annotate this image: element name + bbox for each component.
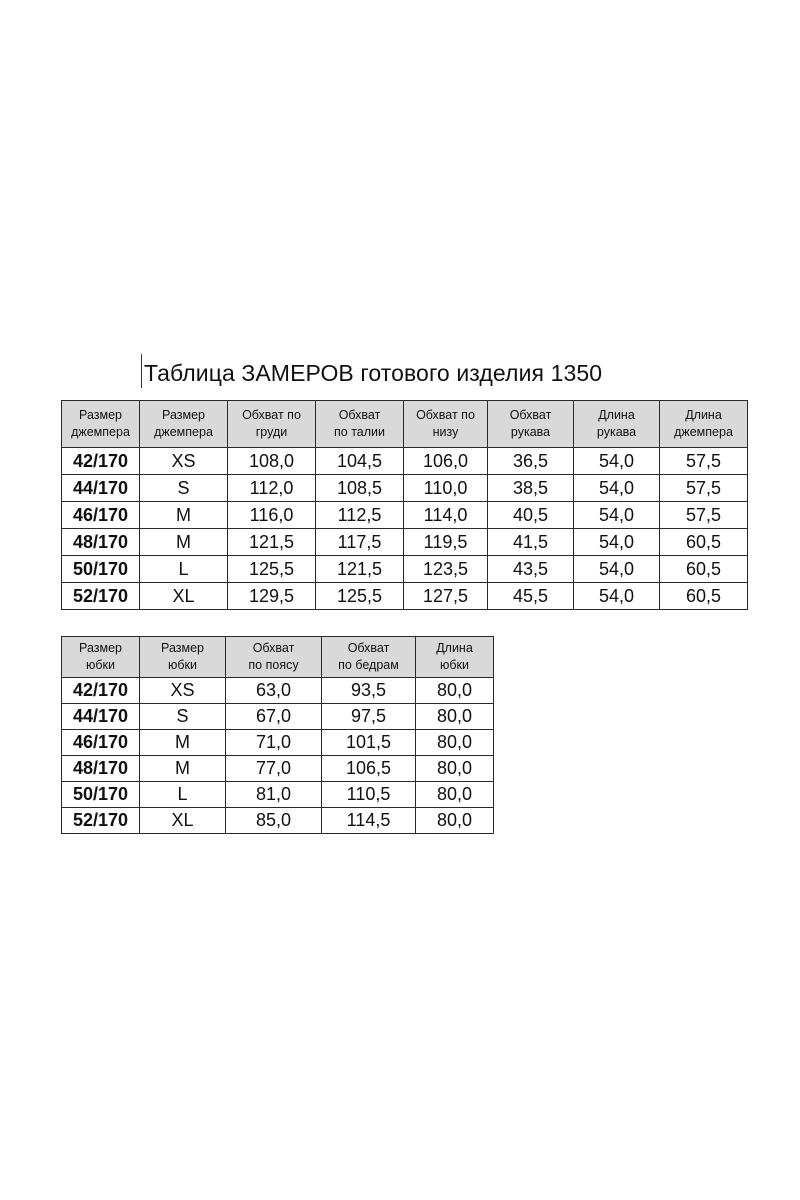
jumper-table-body	[62, 448, 748, 610]
skirt-table-body	[62, 678, 494, 834]
measurement-cell: 54,0	[574, 475, 660, 502]
measurement-cell: 106,5	[322, 756, 416, 782]
size-code-cell: 52/170	[62, 583, 140, 610]
measurement-cell: 80,0	[416, 756, 494, 782]
measurement-cell: 110,5	[322, 782, 416, 808]
measurement-cell: 80,0	[416, 730, 494, 756]
measurement-cell: 108,5	[316, 475, 404, 502]
measurement-cell: 71,0	[226, 730, 322, 756]
jumper-measurements-table	[61, 400, 748, 610]
size-code-cell: 44/170	[62, 704, 140, 730]
size-code-cell: 46/170	[62, 502, 140, 529]
measurement-cell: 93,5	[322, 678, 416, 704]
table-row	[62, 583, 748, 610]
skirt-table-header-row	[62, 637, 494, 678]
size-code-cell: 52/170	[62, 808, 140, 834]
table-row	[62, 678, 494, 704]
size-letter-cell: M	[140, 529, 228, 556]
measurement-cell: 123,5	[404, 556, 488, 583]
size-letter-cell: L	[140, 782, 226, 808]
size-code-cell: 48/170	[62, 529, 140, 556]
measurement-cell: 101,5	[322, 730, 416, 756]
measurement-cell: 41,5	[488, 529, 574, 556]
size-code-cell: 46/170	[62, 730, 140, 756]
measurement-cell: 129,5	[228, 583, 316, 610]
size-letter-cell: XL	[140, 808, 226, 834]
size-letter-cell: M	[140, 756, 226, 782]
measurement-cell: 80,0	[416, 808, 494, 834]
measurement-cell: 43,5	[488, 556, 574, 583]
measurement-cell: 114,5	[322, 808, 416, 834]
measurement-cell: 125,5	[316, 583, 404, 610]
size-letter-cell: S	[140, 475, 228, 502]
size-code-cell: 44/170	[62, 475, 140, 502]
measurement-cell: 116,0	[228, 502, 316, 529]
document-title: Таблица ЗАМЕРОВ готового изделия 1350	[144, 360, 603, 386]
measurement-cell: 81,0	[226, 782, 322, 808]
header-cell: Обхват рукава	[488, 401, 574, 448]
measurement-cell: 127,5	[404, 583, 488, 610]
measurement-cell: 57,5	[660, 448, 748, 475]
size-code-cell: 50/170	[62, 782, 140, 808]
table-row	[62, 556, 748, 583]
header-cell: Длина рукава	[574, 401, 660, 448]
header-cell: Размер джемпера	[62, 401, 140, 448]
measurement-cell: 112,0	[228, 475, 316, 502]
header-cell: Обхват по поясу	[226, 637, 322, 678]
measurement-cell: 60,5	[660, 529, 748, 556]
measurement-cell: 57,5	[660, 475, 748, 502]
size-letter-cell: L	[140, 556, 228, 583]
measurement-cell: 108,0	[228, 448, 316, 475]
size-code-cell: 42/170	[62, 678, 140, 704]
measurement-cell: 60,5	[660, 583, 748, 610]
table-row	[62, 730, 494, 756]
measurement-cell: 54,0	[574, 502, 660, 529]
measurement-cell: 80,0	[416, 704, 494, 730]
measurement-cell: 119,5	[404, 529, 488, 556]
size-letter-cell: M	[140, 502, 228, 529]
measurement-cell: 54,0	[574, 529, 660, 556]
measurement-cell: 80,0	[416, 678, 494, 704]
measurement-cell: 114,0	[404, 502, 488, 529]
measurement-cell: 63,0	[226, 678, 322, 704]
measurement-cell: 57,5	[660, 502, 748, 529]
measurement-cell: 40,5	[488, 502, 574, 529]
size-letter-cell: XS	[140, 678, 226, 704]
header-cell: Размер юбки	[62, 637, 140, 678]
table-row	[62, 782, 494, 808]
measurement-cell: 36,5	[488, 448, 574, 475]
size-letter-cell: XL	[140, 583, 228, 610]
measurement-cell: 67,0	[226, 704, 322, 730]
table-row	[62, 529, 748, 556]
measurement-cell: 77,0	[226, 756, 322, 782]
measurement-cell: 54,0	[574, 448, 660, 475]
measurement-cell: 54,0	[574, 583, 660, 610]
measurement-cell: 38,5	[488, 475, 574, 502]
skirt-measurements-table	[61, 636, 494, 834]
measurement-cell: 125,5	[228, 556, 316, 583]
jumper-table-header-row	[62, 401, 748, 448]
header-cell: Размер джемпера	[140, 401, 228, 448]
measurement-cell: 106,0	[404, 448, 488, 475]
size-letter-cell: XS	[140, 448, 228, 475]
table-row	[62, 808, 494, 834]
measurement-cell: 117,5	[316, 529, 404, 556]
measurement-cell: 54,0	[574, 556, 660, 583]
measurement-cell: 97,5	[322, 704, 416, 730]
measurement-cell: 60,5	[660, 556, 748, 583]
measurement-cell: 80,0	[416, 782, 494, 808]
size-code-cell: 48/170	[62, 756, 140, 782]
table-row	[62, 475, 748, 502]
table-row	[62, 756, 494, 782]
table-row	[62, 448, 748, 475]
measurement-cell: 45,5	[488, 583, 574, 610]
table-row	[62, 704, 494, 730]
measurement-cell: 104,5	[316, 448, 404, 475]
header-cell: Размер юбки	[140, 637, 226, 678]
size-letter-cell: S	[140, 704, 226, 730]
size-code-cell: 42/170	[62, 448, 140, 475]
header-cell: Длина джемпера	[660, 401, 748, 448]
measurement-cell: 110,0	[404, 475, 488, 502]
table-row	[62, 502, 748, 529]
header-cell: Обхват по талии	[316, 401, 404, 448]
measurement-cell: 121,5	[316, 556, 404, 583]
size-letter-cell: M	[140, 730, 226, 756]
header-cell: Длина юбки	[416, 637, 494, 678]
measurement-cell: 121,5	[228, 529, 316, 556]
size-code-cell: 50/170	[62, 556, 140, 583]
measurement-cell: 85,0	[226, 808, 322, 834]
header-cell: Обхват по бедрам	[322, 637, 416, 678]
header-cell: Обхват по груди	[228, 401, 316, 448]
header-cell: Обхват по низу	[404, 401, 488, 448]
text-cursor	[141, 354, 142, 388]
measurement-cell: 112,5	[316, 502, 404, 529]
